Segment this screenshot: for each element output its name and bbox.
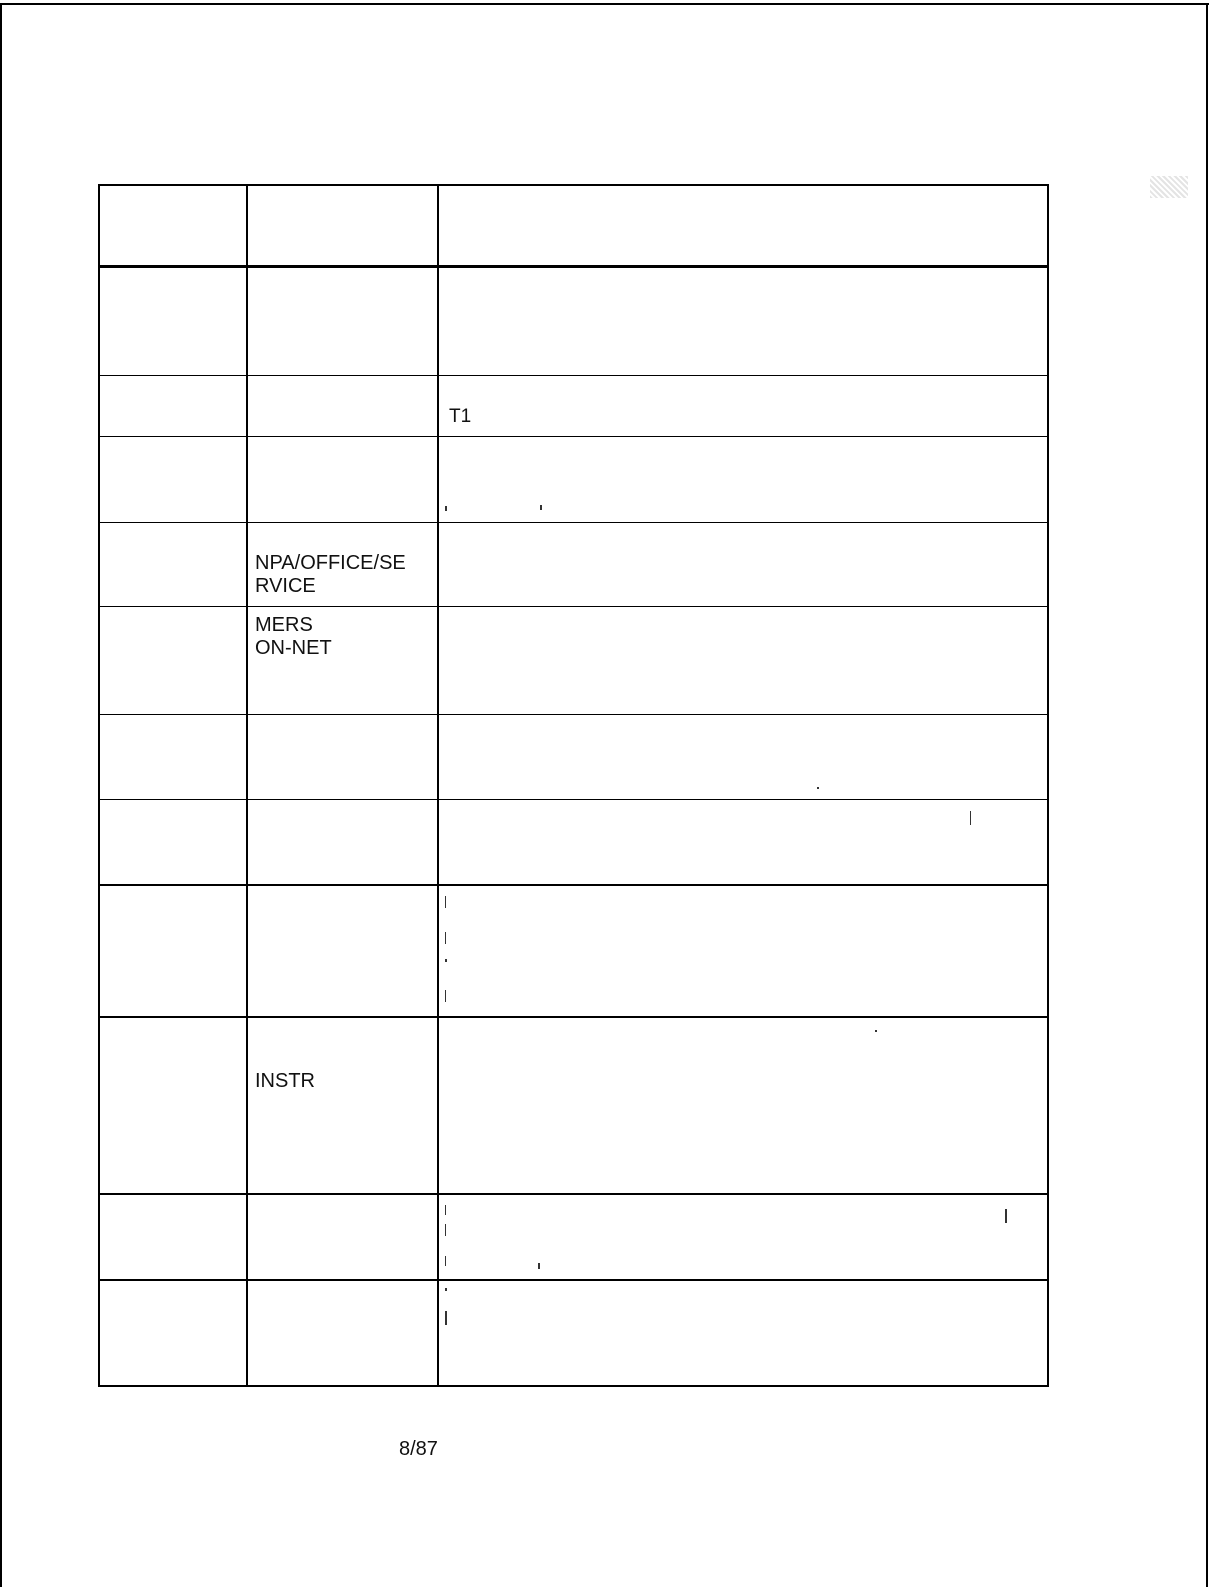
table-right-border bbox=[1047, 184, 1049, 1387]
scan-speck bbox=[875, 1030, 877, 1032]
scan-speck bbox=[1005, 1209, 1007, 1223]
form-table bbox=[98, 184, 1049, 1387]
row-label-npa-office-service: NPA/OFFICE/SE RVICE bbox=[255, 552, 406, 597]
scan-speck bbox=[445, 990, 446, 1002]
row-divider-4 bbox=[98, 606, 1049, 607]
row-divider-6 bbox=[98, 799, 1049, 800]
scan-artifact bbox=[1150, 176, 1188, 198]
scan-speck bbox=[445, 1224, 446, 1236]
scan-speck bbox=[445, 1205, 446, 1215]
scan-speck bbox=[540, 505, 542, 510]
page-border-top bbox=[0, 3, 1209, 5]
footer-date: 8/87 bbox=[399, 1438, 438, 1460]
scan-speck bbox=[445, 506, 447, 511]
table-top-border bbox=[98, 184, 1049, 186]
row-divider-1 bbox=[98, 375, 1049, 376]
row-divider-5 bbox=[98, 714, 1049, 715]
column-divider-1 bbox=[246, 184, 248, 1387]
header-divider bbox=[98, 265, 1049, 268]
row-divider-3 bbox=[98, 522, 1049, 523]
scan-speck bbox=[445, 1288, 447, 1291]
scan-speck bbox=[538, 1263, 540, 1269]
scan-speck bbox=[445, 932, 446, 944]
table-bottom-border bbox=[98, 1385, 1049, 1387]
row-divider-2 bbox=[98, 436, 1049, 437]
page-border-right bbox=[1206, 3, 1208, 1587]
scan-speck bbox=[445, 896, 446, 908]
row-divider-8 bbox=[98, 1016, 1049, 1018]
row-divider-10 bbox=[98, 1279, 1049, 1281]
row-divider-9 bbox=[98, 1193, 1049, 1195]
row-value-t1: T1 bbox=[449, 406, 472, 427]
row-label-mers-on-net: MERS ON-NET bbox=[255, 614, 332, 659]
table-left-border bbox=[98, 184, 100, 1387]
page-border-left bbox=[0, 3, 2, 1587]
row-label-instr: INSTR bbox=[255, 1070, 315, 1092]
scan-speck bbox=[445, 959, 447, 962]
scan-speck bbox=[970, 811, 971, 825]
row-divider-7 bbox=[98, 884, 1049, 886]
scan-speck bbox=[445, 1256, 446, 1266]
column-divider-2 bbox=[437, 184, 439, 1387]
scan-speck bbox=[817, 787, 819, 789]
scan-speck bbox=[445, 1311, 447, 1325]
